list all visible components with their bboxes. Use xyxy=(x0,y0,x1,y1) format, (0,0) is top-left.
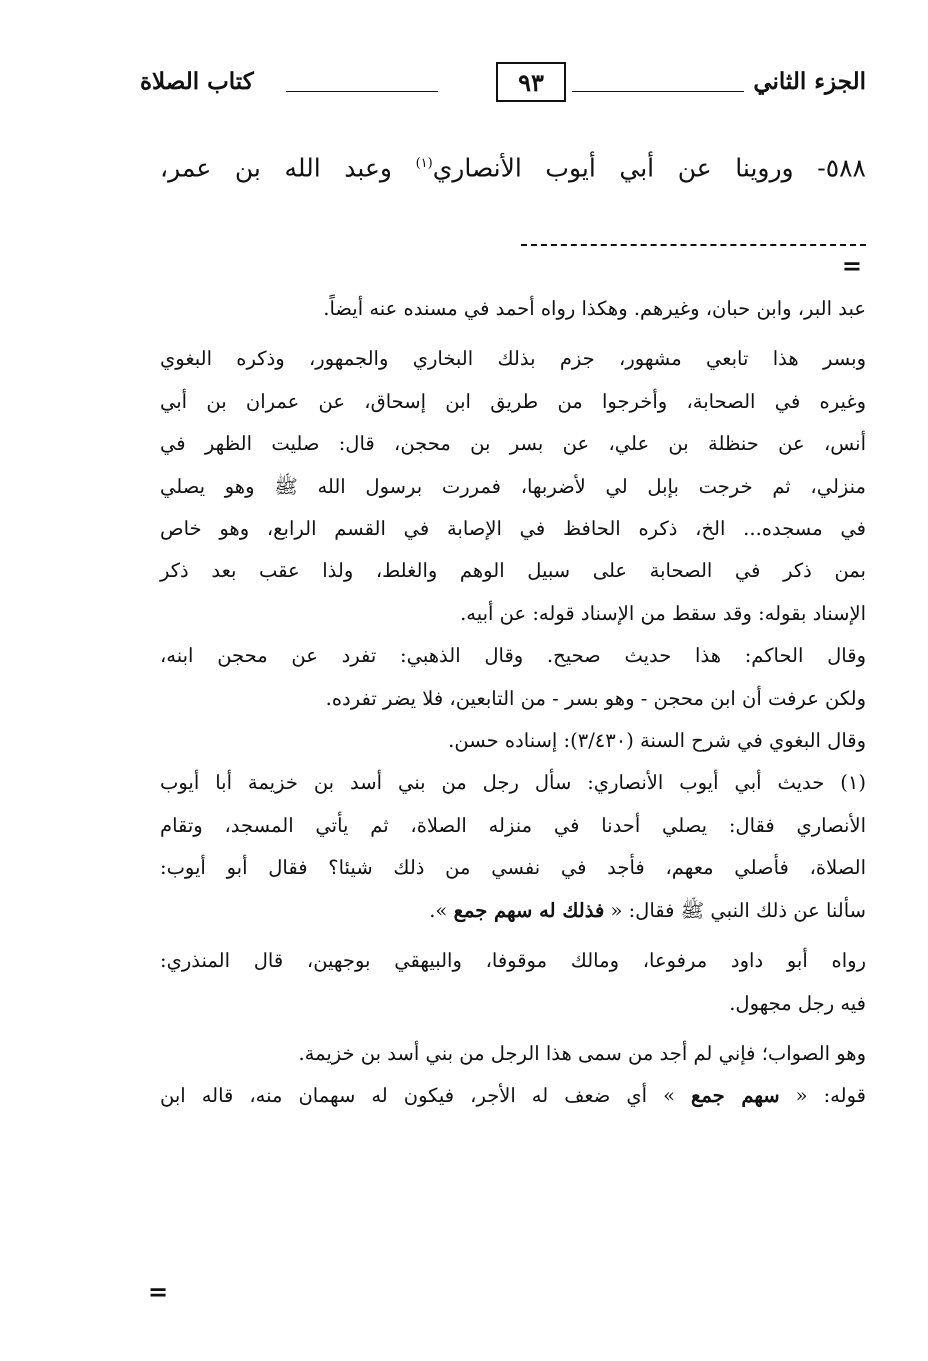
hadith-quote-close: ». xyxy=(429,898,454,922)
note-line: وقال الحاكم: هذا حديث صحيح. وقال الذهبي: تفرد عن محجن ابنه، xyxy=(160,644,866,668)
note-line: وغيره في الصحابة، وأخرجوا من طريق ابن إسحاق، عن عمران بن أبي xyxy=(160,389,866,413)
footnote-1-line: الأنصاري فقال: يصلي أحدنا في منزله الصلاة، ثم يأتي المسجد، وتقام xyxy=(160,813,866,837)
note-line: الإسناد بقوله: وقد سقط من الإسناد قوله: عن أبيه. xyxy=(460,601,866,625)
note-line: في مسجده... الخ، ذكره الحافظ في الإصابة في القسم الرابع، وهو خاص xyxy=(160,517,866,541)
note-line: منزلي، ثم خرجت بإبل لي لأضربها، فمررت برسول الله ﷺ وهو يصلي xyxy=(160,474,866,498)
footnote-ref-1: (١) xyxy=(415,156,433,171)
note-line: وقال البغوي في شرح السنة (٣/٤٣٠): إسناده حسن. xyxy=(448,729,866,753)
gloss-intro: قوله: « xyxy=(779,1084,866,1108)
footnote-separator xyxy=(521,244,866,246)
footnote-1-line: (١) حديث أبي أيوب الأنصاري: سأل رجل من بني أسد بن خزيمة أبا أيوب xyxy=(160,771,866,795)
main-text-end: وعبد الله بن عمر، xyxy=(160,153,416,183)
main-text-line xyxy=(160,140,866,192)
footnote-1-line: فيه رجل مجهول. xyxy=(729,991,866,1015)
main-text-start: ٥٨٨- وروينا عن أبي أيوب الأنصاري xyxy=(432,153,866,183)
footnote-1-line: وهو الصواب؛ فإني لم أجد من سمى هذا الرجل من بني أسد بن خزيمة. xyxy=(298,1041,866,1065)
note-line: وبسر هذا تابعي مشهور، جزم بذلك البخاري والجمهور، وذكره البغوي xyxy=(160,347,866,371)
footnote-1-line xyxy=(160,1075,866,1117)
running-header xyxy=(140,62,866,106)
hadith-quote: فذلك له سهم جمع xyxy=(453,898,605,922)
note-line: أنس، عن حنظلة بن علي، عن بسر بن محجن، قال: صليت الظهر في xyxy=(160,432,866,456)
header-rule-left xyxy=(286,91,438,92)
page-number: ٩٣ xyxy=(496,62,566,102)
header-rule-right xyxy=(572,91,744,92)
footnote-1-line: رواه أبو داود مرفوعا، ومالك موقوفا، والبيهقي بوجهين، قال المنذري: xyxy=(160,949,866,973)
continuation-mark-bottom: = xyxy=(148,1277,169,1306)
note-line: عبد البر، وابن حبان، وغيرهم. وهكذا رواه أحمد في مسنده عنه أيضاً. xyxy=(323,297,866,320)
footnote-1-line xyxy=(160,890,866,932)
footnotes-block xyxy=(160,288,866,1118)
hadith-quote-intro: سألنا عن ذلك النبي ﷺ فقال: « xyxy=(604,898,866,922)
header-part-title: الجزء الثاني xyxy=(753,68,866,95)
gloss-term: سهم جمع xyxy=(691,1084,780,1108)
note-line: بمن ذكر في الصحابة على سبيل الوهم والغلط، ولذا عقب بعد ذكر xyxy=(160,559,866,583)
footnote-1-line: الصلاة، فأصلي معهم، فأجد في نفسي من ذلك شيئا؟ فقال أبو أيوب: xyxy=(160,856,866,880)
note-line: ولكن عرفت أن ابن محجن - وهو بسر - من التابعين، فلا يضر تفرده. xyxy=(325,686,866,710)
gloss-text: » أي ضعف له الأجر، فيكون له سهمان منه، قاله ابن xyxy=(160,1084,692,1108)
header-book-title: كتاب الصلاة xyxy=(140,68,254,95)
continuation-mark-top: = xyxy=(841,251,862,280)
